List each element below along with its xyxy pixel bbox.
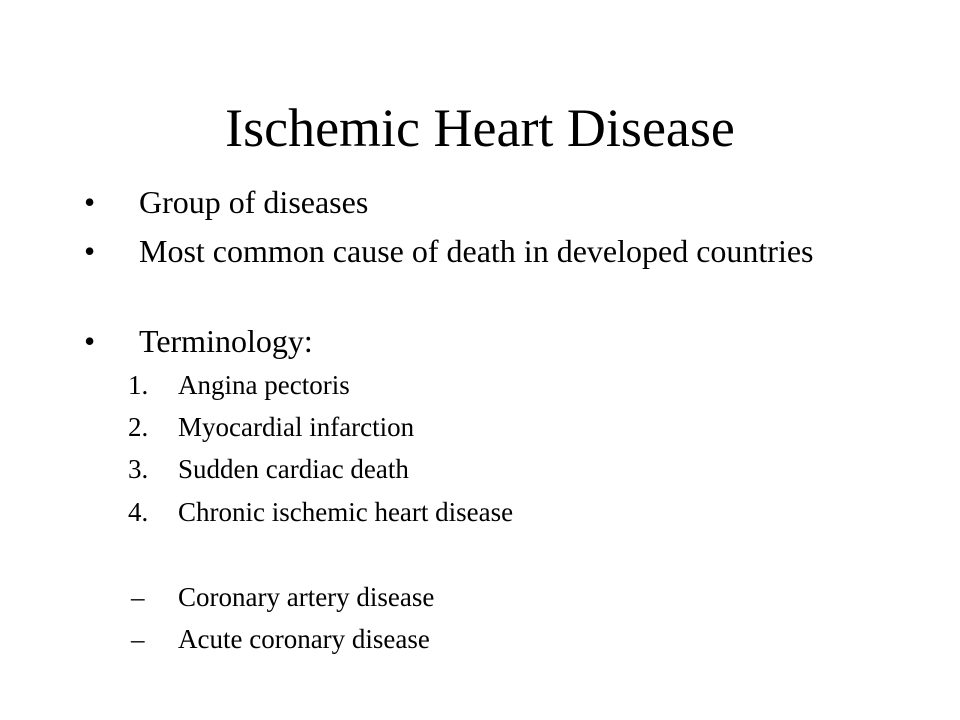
bullet-text: Group of diseases xyxy=(139,184,369,220)
bullet-text: Terminology: xyxy=(139,323,313,359)
dash-item-text: Acute coronary disease xyxy=(178,624,430,654)
numbered-item-marker: 4. xyxy=(128,497,149,527)
dash-item-marker: – xyxy=(131,582,145,612)
numbered-item-marker: 2. xyxy=(128,412,149,442)
numbered-item-text: Angina pectoris xyxy=(178,370,350,400)
slide-title: Ischemic Heart Disease xyxy=(225,98,735,158)
bullet-marker: • xyxy=(84,184,96,220)
dash-item-text: Coronary artery disease xyxy=(178,582,435,612)
bullet-marker: • xyxy=(84,323,96,359)
numbered-item-text: Chronic ischemic heart disease xyxy=(178,497,514,527)
numbered-item-marker: 1. xyxy=(128,370,149,400)
numbered-item-text: Myocardial infarction xyxy=(178,412,415,442)
numbered-item-marker: 3. xyxy=(128,454,149,484)
bullet-text: Most common cause of death in developed countries xyxy=(139,233,814,269)
numbered-item-text: Sudden cardiac death xyxy=(178,454,409,484)
dash-item-marker: – xyxy=(131,624,145,654)
bullet-marker: • xyxy=(84,233,96,269)
